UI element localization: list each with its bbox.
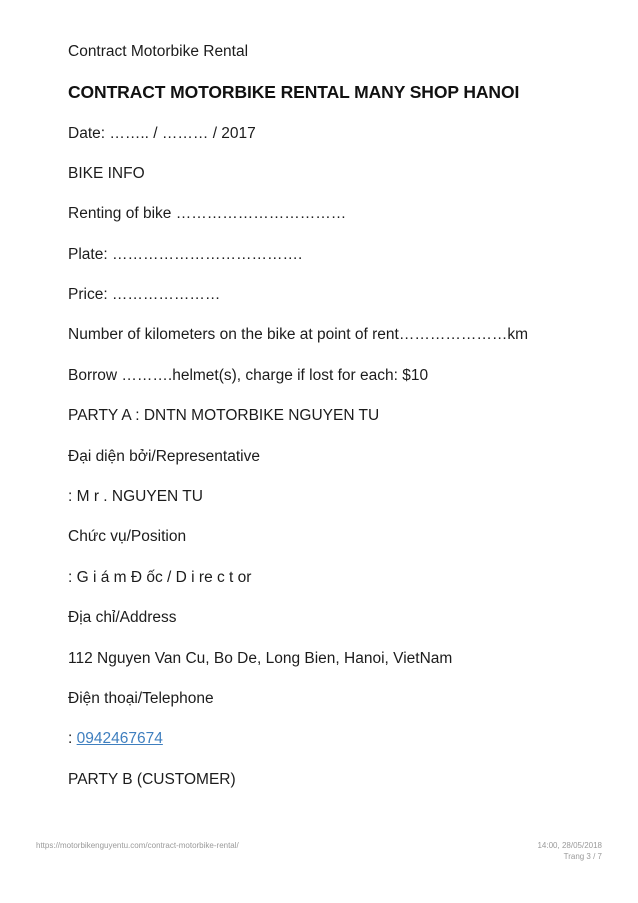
party-a-line: PARTY A : DNTN MOTORBIKE NGUYEN TU	[68, 407, 380, 424]
renting-line: Renting of bike ……………………………	[68, 205, 347, 222]
footer-url[interactable]: https://motorbikenguyentu.com/contract-motorbike-rental/	[36, 841, 239, 850]
telephone-row	[68, 729, 163, 749]
telephone-prefix: :	[68, 730, 77, 747]
kilometers-line: Number of kilometers on the bike at point of rent…………………km	[68, 326, 528, 343]
document-title: CONTRACT MOTORBIKE RENTAL MANY SHOP HANOI	[68, 82, 520, 102]
position-label: Chức vụ/Position	[68, 528, 187, 545]
representative-value: : M r . NGUYEN TU	[68, 488, 203, 505]
address-value: 112 Nguyen Van Cu, Bo De, Long Bien, Hanoi, VietNam	[68, 650, 453, 667]
price-line: Price: …………………	[68, 286, 221, 303]
telephone-label: Điện thoại/Telephone	[68, 690, 214, 707]
footer-page-indicator: Trang 3 / 7	[563, 852, 602, 861]
plate-line: Plate: ……………………………….	[68, 246, 303, 263]
date-line: Date: …….. / ……… / 2017	[68, 125, 256, 142]
representative-label: Đại diện bởi/Representative	[68, 448, 260, 465]
footer-timestamp: 14:00, 28/05/2018	[537, 841, 602, 850]
borrow-helmet-line: Borrow ……….helmet(s), charge if lost for each: $10	[68, 367, 429, 384]
bike-info-heading: BIKE INFO	[68, 165, 145, 182]
address-label: Địa chỉ/Address	[68, 609, 177, 626]
document-header: Contract Motorbike Rental	[68, 43, 249, 60]
telephone-link[interactable]: 0942467674	[76, 730, 163, 747]
position-value: : G i á m Đ ốc / D i re c t or	[68, 569, 252, 586]
party-b-line: PARTY B (CUSTOMER)	[68, 771, 236, 788]
